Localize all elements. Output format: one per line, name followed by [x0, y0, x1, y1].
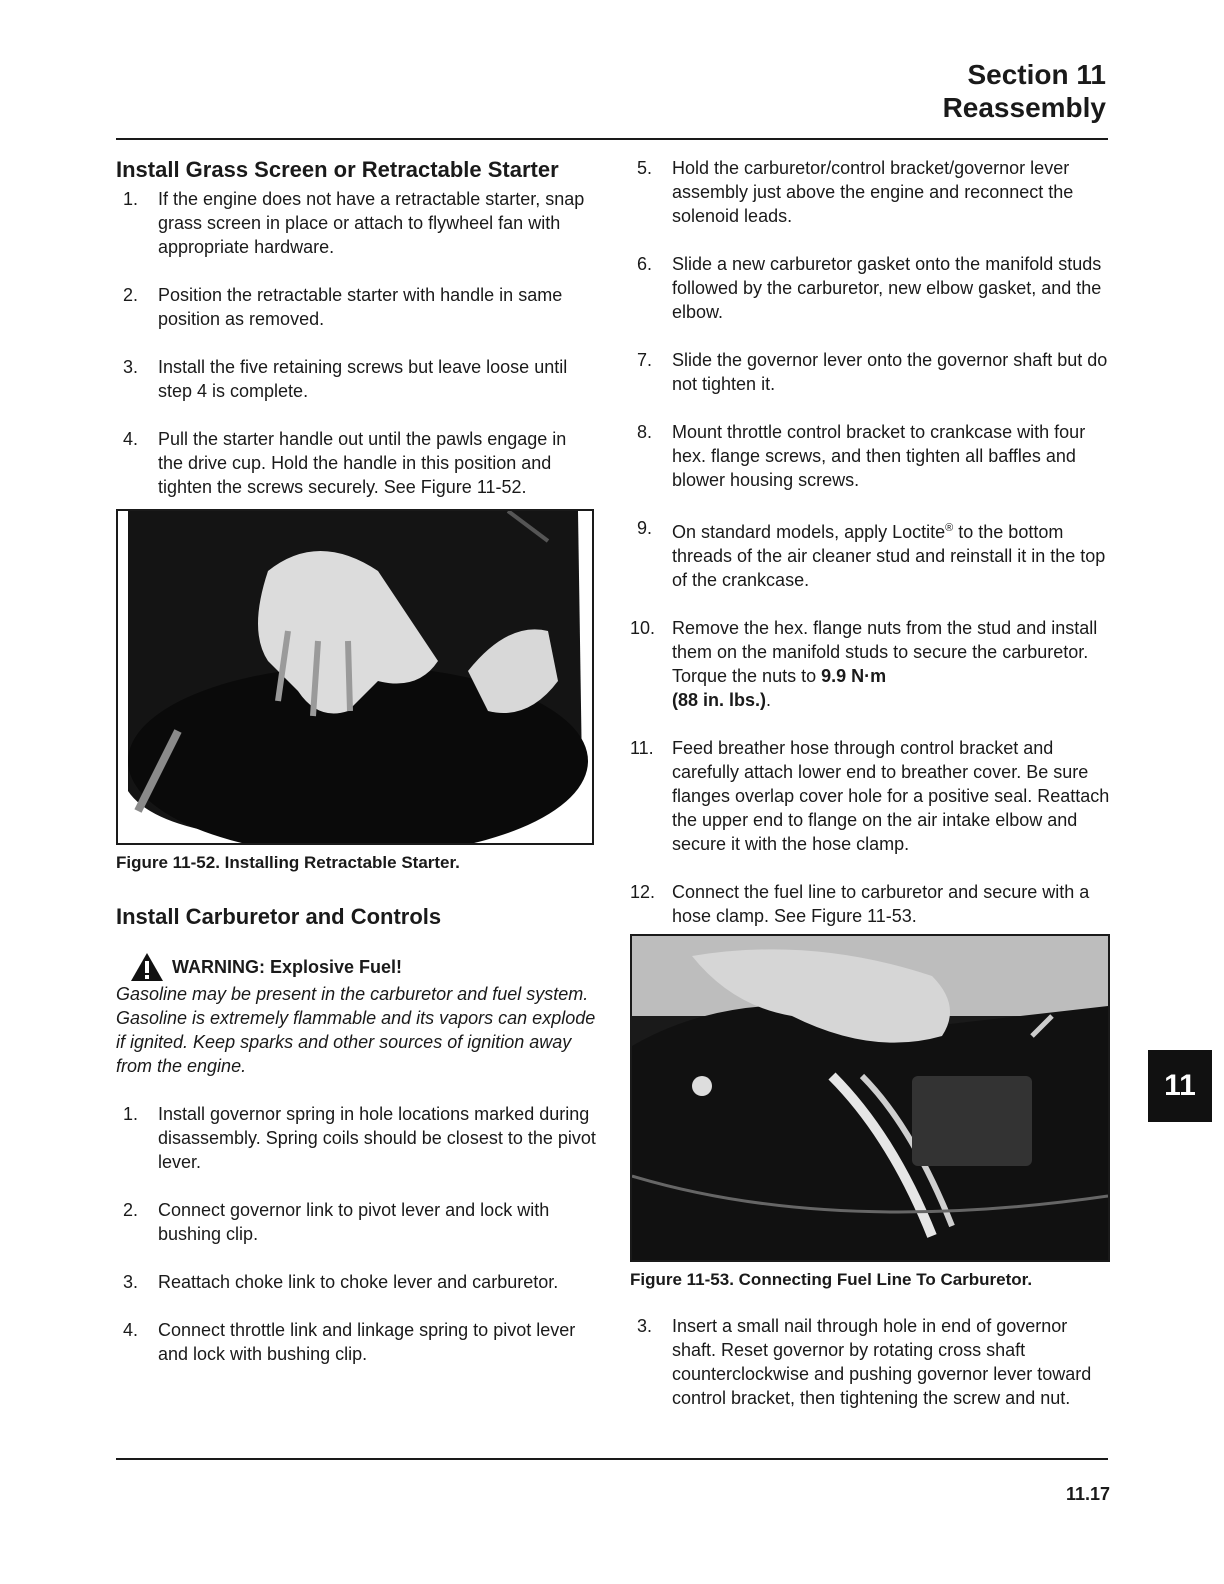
- list-item: 2. Connect governor link to pivot lever and lock with bushing clip.: [122, 1200, 550, 1244]
- figure-caption-11-53: Figure 11-53. Connecting Fuel Line To Carburetor.: [630, 1270, 1033, 1289]
- top-rule: [116, 138, 1108, 140]
- warning-title: WARNING: Explosive Fuel!: [116, 952, 596, 982]
- steps-list-governor: [630, 1314, 1110, 1410]
- steps-list-carburetor: [116, 1102, 596, 1366]
- steps-list-continued: [630, 156, 1110, 928]
- list-item: 2. Position the retractable starter with handle in same position as removed.: [122, 285, 563, 329]
- page-header: [943, 58, 1106, 124]
- list-item: 4. Connect throttle link and linkage spring to pivot lever and lock with bushing clip.: [122, 1320, 576, 1364]
- list-item: 4. Pull the starter handle out until the pawls engage in the drive cup. Hold the handle in this position and tighten the screws securely. See Figure 11-52.: [122, 429, 567, 497]
- list-item: 1. If the engine does not have a retractable starter, snap grass screen in place or attach to flywheel fan with appropriate hardware.: [122, 189, 585, 257]
- list-item: 1. Install governor spring in hole locations marked during disassembly. Spring coils should be closest to the pivot lever.: [122, 1104, 596, 1172]
- list-item: 9. On standard models, apply Loctite® to the bottom threads of the air cleaner stud and reinstall it in the top of the crankcase.: [636, 518, 1106, 590]
- list-item: 7. Slide the governor lever onto the governor shaft but do not tighten it.: [636, 350, 1108, 394]
- section-title: Reassembly: [942, 92, 1106, 123]
- list-item: 3. Reattach choke link to choke lever and carburetor.: [122, 1272, 559, 1292]
- list-item: 12. Connect the fuel line to carburetor and secure with a hose clamp. See Figure 11-53.: [630, 882, 1090, 926]
- figure-caption-11-52: Figure 11-52. Installing Retractable Starter.: [116, 853, 460, 872]
- section-tab: 11: [1148, 1050, 1212, 1122]
- list-item: 10. Remove the hex. flange nuts from the stud and install them on the manifold studs to secure the carburetor. Torque the nuts to 9.9 N·m (88 in. lbs.).: [630, 618, 1098, 710]
- heading-carburetor-controls: Install Carburetor and Controls: [116, 904, 442, 929]
- section-number: Section 11: [967, 59, 1106, 90]
- bottom-rule: [116, 1458, 1108, 1460]
- list-item: 8. Mount throttle control bracket to crankcase with four hex. flange screws, and then tighten all baffles and blower housing screws.: [636, 422, 1086, 490]
- starter-photo-illustration: [118, 511, 592, 843]
- left-column: [116, 156, 596, 1366]
- fuel-line-photo-illustration: [632, 936, 1108, 1260]
- warning-triangle-icon: [130, 952, 164, 982]
- page-number: 11.17: [1065, 1484, 1110, 1504]
- list-item: 11. Feed breather hose through control bracket and carefully attach lower end to breather cover. Be sure flanges overlap cover hole for a positive seal. Reattach the upper end to flange on the air intake elbow and secure it with the hose clamp.: [630, 738, 1110, 854]
- heading-grass-screen: Install Grass Screen or Retractable Starter: [116, 157, 559, 182]
- figure-retractable-starter-photo: [116, 509, 594, 845]
- list-item: 6. Slide a new carburetor gasket onto the manifold studs followed by the carburetor, new elbow gasket, and the elbow.: [636, 254, 1102, 322]
- list-item: 5. Hold the carburetor/control bracket/governor lever assembly just above the engine and reconnect the solenoid leads.: [636, 158, 1074, 226]
- steps-list-starter: [116, 187, 596, 499]
- list-item: 3. Insert a small nail through hole in end of governor shaft. Reset governor by rotating cross shaft counterclockwise and pushing governor lever toward control bracket, then tightening the screw and nut.: [636, 1316, 1092, 1408]
- right-column: [630, 156, 1110, 1410]
- list-item: 3. Install the five retaining screws but leave loose until step 4 is complete.: [122, 357, 568, 401]
- warning-body: Gasoline may be present in the carburetor and fuel system. Gasoline is extremely flammable and its vapors can explode if ignited. Keep sparks and other sources of ignition away from the engine.: [116, 984, 596, 1076]
- figure-fuel-line-photo: [630, 934, 1110, 1262]
